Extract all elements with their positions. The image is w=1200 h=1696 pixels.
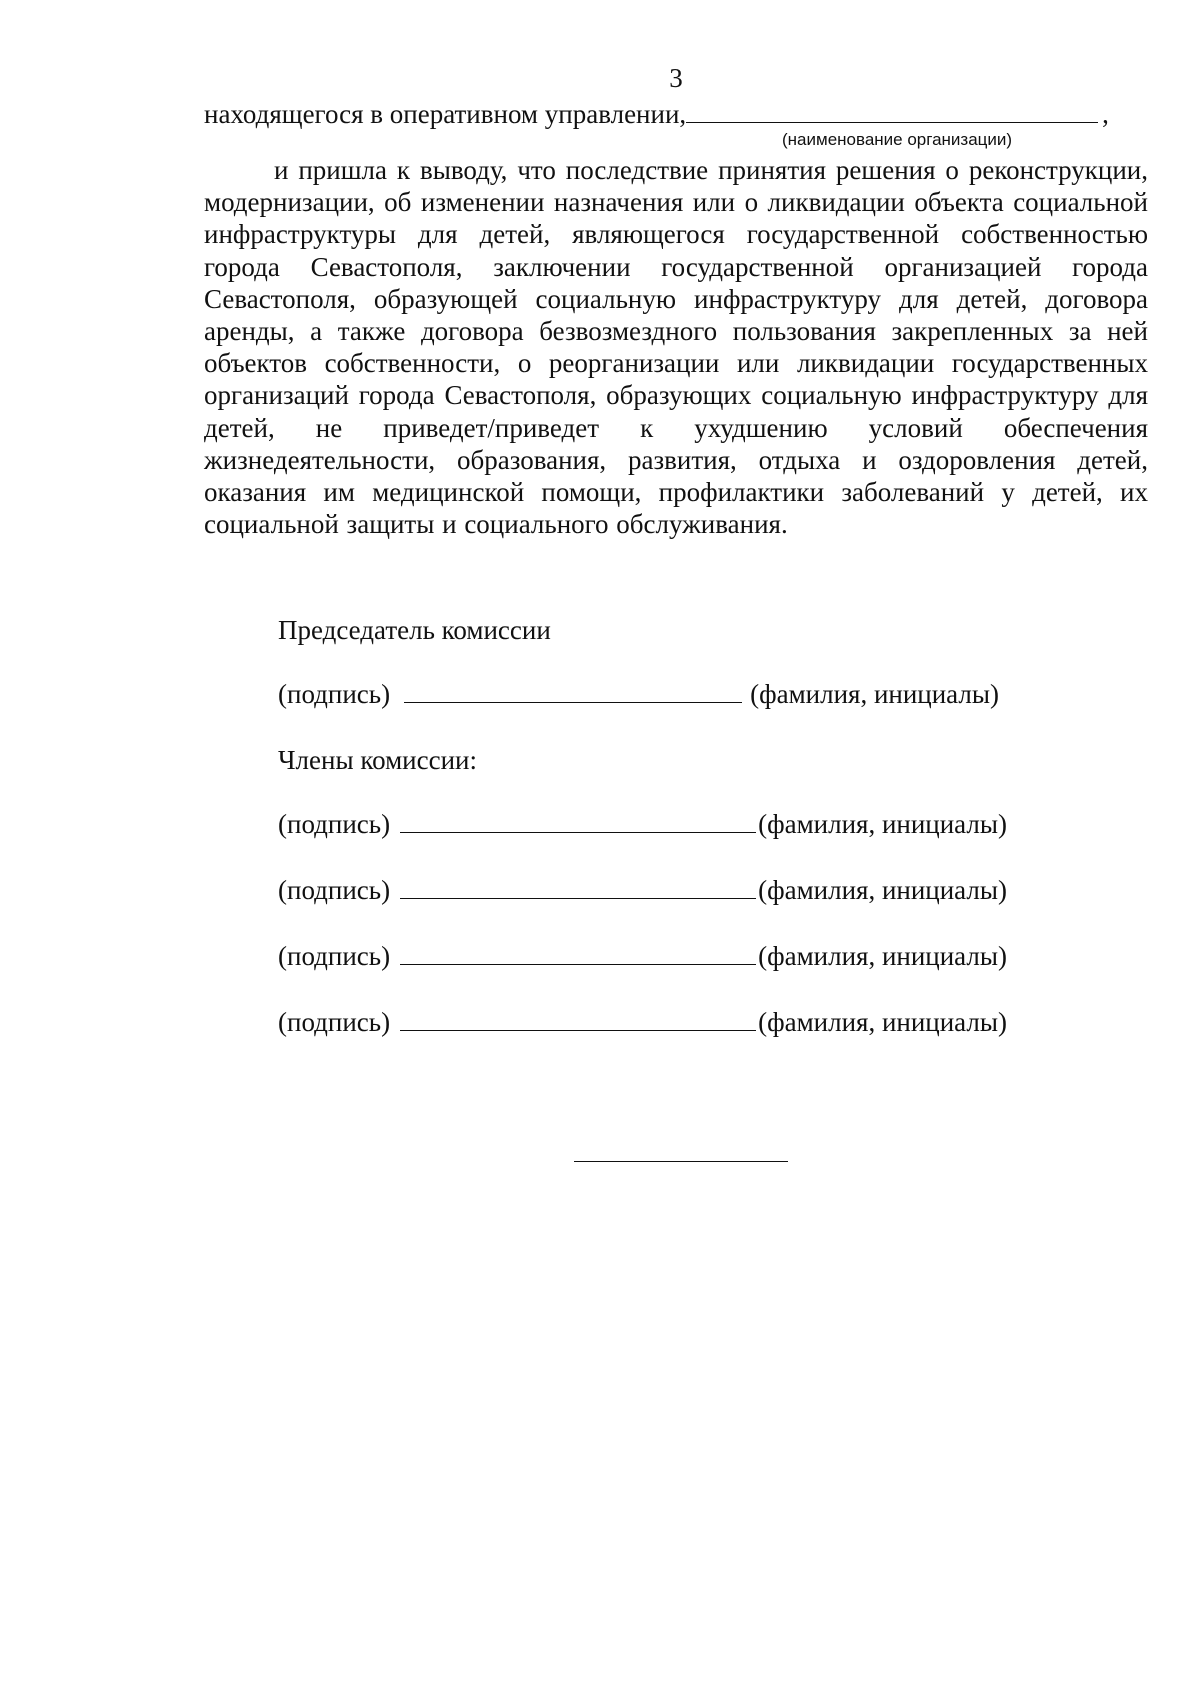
signature-label: (подпись) — [278, 1007, 391, 1037]
organization-line — [204, 98, 1144, 130]
end-of-document-line — [574, 1161, 788, 1162]
member-signature-row — [278, 872, 1007, 906]
signature-blank[interactable] — [404, 676, 742, 703]
signature-blank[interactable] — [400, 806, 756, 833]
signature-label: (подпись) — [278, 679, 391, 709]
name-label: (фамилия, инициалы) — [758, 941, 1008, 971]
name-label: (фамилия, инициалы) — [758, 809, 1008, 839]
organization-name-blank[interactable] — [686, 98, 1098, 123]
signature-label: (подпись) — [278, 941, 391, 971]
name-label: (фамилия, инициалы) — [758, 1007, 1008, 1037]
organization-line-text: находящегося в оперативном управлении, — [204, 99, 687, 129]
organization-line-comma: , — [1102, 99, 1109, 129]
name-label: (фамилия, инициалы) — [758, 875, 1008, 905]
signature-blank[interactable] — [400, 1004, 756, 1031]
signature-blank[interactable] — [400, 938, 756, 965]
signature-blank[interactable] — [400, 872, 756, 899]
chair-title: Председатель комиссии — [278, 615, 551, 645]
conclusion-paragraph: и пришла к выводу, что последствие принятия решения о реконструкции, модернизации, об изменении назначения или о ликвидации объекта социальной инфраструктуры для детей, являющегося государственной собственностью города Севастополя, заключении государственной организацией города Севастополя, образующей социальную инфраструктуру для детей, договора аренды, а также договора безвозмездного пользования закрепленных за ней объектов собственности, о реорганизации или ликвидации государственных организаций города Севастополя, образующих социальную инфраструктуру для детей, не приведет/приведет к ухудшению условий обеспечения жизнедеятельности, образования, развития, отдыха и оздоровления детей, оказания им медицинской помощи, профилактики заболеваний у детей, их социальной защиты и социального обслуживания. — [204, 155, 1148, 540]
signature-label: (подпись) — [278, 809, 391, 839]
name-label: (фамилия, инициалы) — [750, 679, 1000, 709]
page-number: 3 — [669, 63, 683, 93]
member-signature-row — [278, 938, 1007, 972]
members-title: Члены комиссии: — [278, 745, 477, 775]
chair-signature-row — [278, 676, 999, 710]
organization-caption: (наименование организации) — [782, 130, 1013, 149]
signature-label: (подпись) — [278, 875, 391, 905]
member-signature-row — [278, 806, 1007, 840]
member-signature-row — [278, 1004, 1007, 1038]
